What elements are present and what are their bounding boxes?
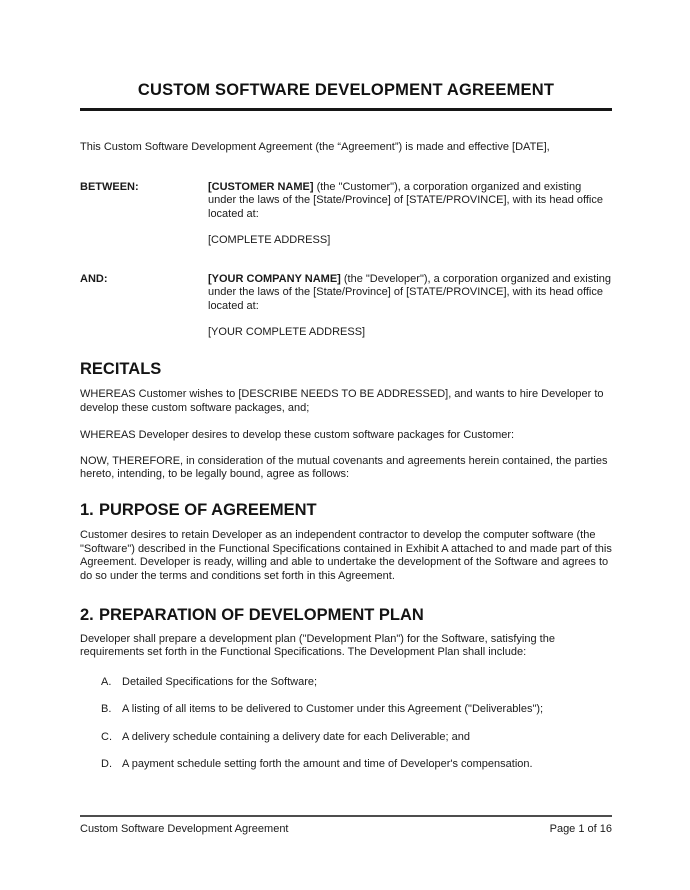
list-item	[101, 676, 612, 690]
footer-document-name: Custom Software Development Agreement	[80, 823, 289, 835]
list-item-text: A payment schedule setting forth the amount and time of Developer's compensation.	[122, 758, 533, 770]
list-item-marker: B.	[101, 703, 112, 715]
page-footer	[80, 815, 612, 836]
party-and-text-rest: (the "Developer"), a corporation organized and existing under the laws of the [State/Province] of [STATE/PROVINCE], with its head office located at:	[208, 272, 611, 312]
list-item-text: A listing of all items to be delivered to Customer under this Agreement ("Deliverables");	[122, 703, 544, 715]
recital-whereas-developer: WHEREAS Developer desires to develop these custom software packages for Customer:	[80, 429, 515, 441]
party-between-label: BETWEEN:	[80, 180, 139, 193]
title-divider	[80, 108, 612, 111]
list-item	[101, 703, 612, 717]
party-between-text	[208, 181, 612, 222]
document-title: CUSTOM SOFTWARE DEVELOPMENT AGREEMENT	[137, 81, 555, 99]
now-therefore-clause: NOW, THEREFORE, in consideration of the mutual covenants and agreements herein contained, the parties hereto, intending, to be legally bound, agree as follows:	[80, 454, 608, 480]
list-item	[101, 731, 612, 745]
list-item	[101, 758, 612, 772]
section-1-heading	[80, 500, 612, 519]
party-between-text-rest: (the "Customer"), a corporation organized and existing under the laws of the [State/Province] of [STATE/PROVINCE], with its head office located at:	[208, 180, 603, 220]
section-2-body: Developer shall prepare a development plan ("Development Plan") for the Software, satisfying the requirements set forth in the Functional Specifications. The Development Plan shall include:	[80, 632, 555, 658]
section-1-number: 1.	[80, 500, 94, 519]
development-plan-list	[101, 676, 612, 772]
section-1-title: PURPOSE OF AGREEMENT	[99, 500, 317, 519]
list-item-marker: A.	[101, 675, 112, 688]
party-and-description	[208, 273, 612, 340]
list-item-marker: D.	[101, 758, 112, 770]
intro-paragraph: This Custom Software Development Agreement (the “Agreement”) is made and effective [DATE],	[80, 141, 550, 153]
party-between-row	[80, 181, 612, 248]
section-2-heading	[80, 606, 612, 624]
recitals-heading: RECITALS	[80, 359, 162, 378]
party-and-label: AND:	[80, 272, 108, 285]
party-between-description	[208, 181, 612, 248]
footer-divider	[80, 815, 612, 817]
party-and-row	[80, 273, 612, 340]
section-2-number: 2.	[80, 606, 94, 624]
party-and-text	[208, 273, 612, 314]
customer-name-placeholder: [CUSTOMER NAME]	[208, 180, 314, 193]
customer-address-placeholder: [COMPLETE ADDRESS]	[208, 234, 331, 246]
developer-name-placeholder: [YOUR COMPANY NAME]	[208, 272, 341, 285]
section-1-body: Customer desires to retain Developer as an independent contractor to develop the computer software (the "Software") described in the Functional Specifications contained in Exhibit A attached to and made part of this Agreement. Developer is ready, willing and able to undertake the development of the Software and agrees to do so under the terms and conditions set forth in this Agreement.	[80, 529, 612, 582]
section-2-title: PREPARATION OF DEVELOPMENT PLAN	[99, 606, 424, 624]
list-item-text: Detailed Specifications for the Software;	[122, 675, 318, 688]
footer-row	[80, 823, 612, 836]
list-item-marker: C.	[101, 730, 112, 743]
recital-whereas-customer: WHEREAS Customer wishes to [DESCRIBE NEEDS TO BE ADDRESSED], and wants to hire Developer to develop these custom software packages, and;	[80, 388, 604, 414]
developer-address-placeholder: [YOUR COMPLETE ADDRESS]	[208, 326, 366, 338]
list-item-text: A delivery schedule containing a delivery date for each Deliverable; and	[122, 730, 470, 743]
footer-page-number: Page 1 of 16	[549, 823, 612, 835]
